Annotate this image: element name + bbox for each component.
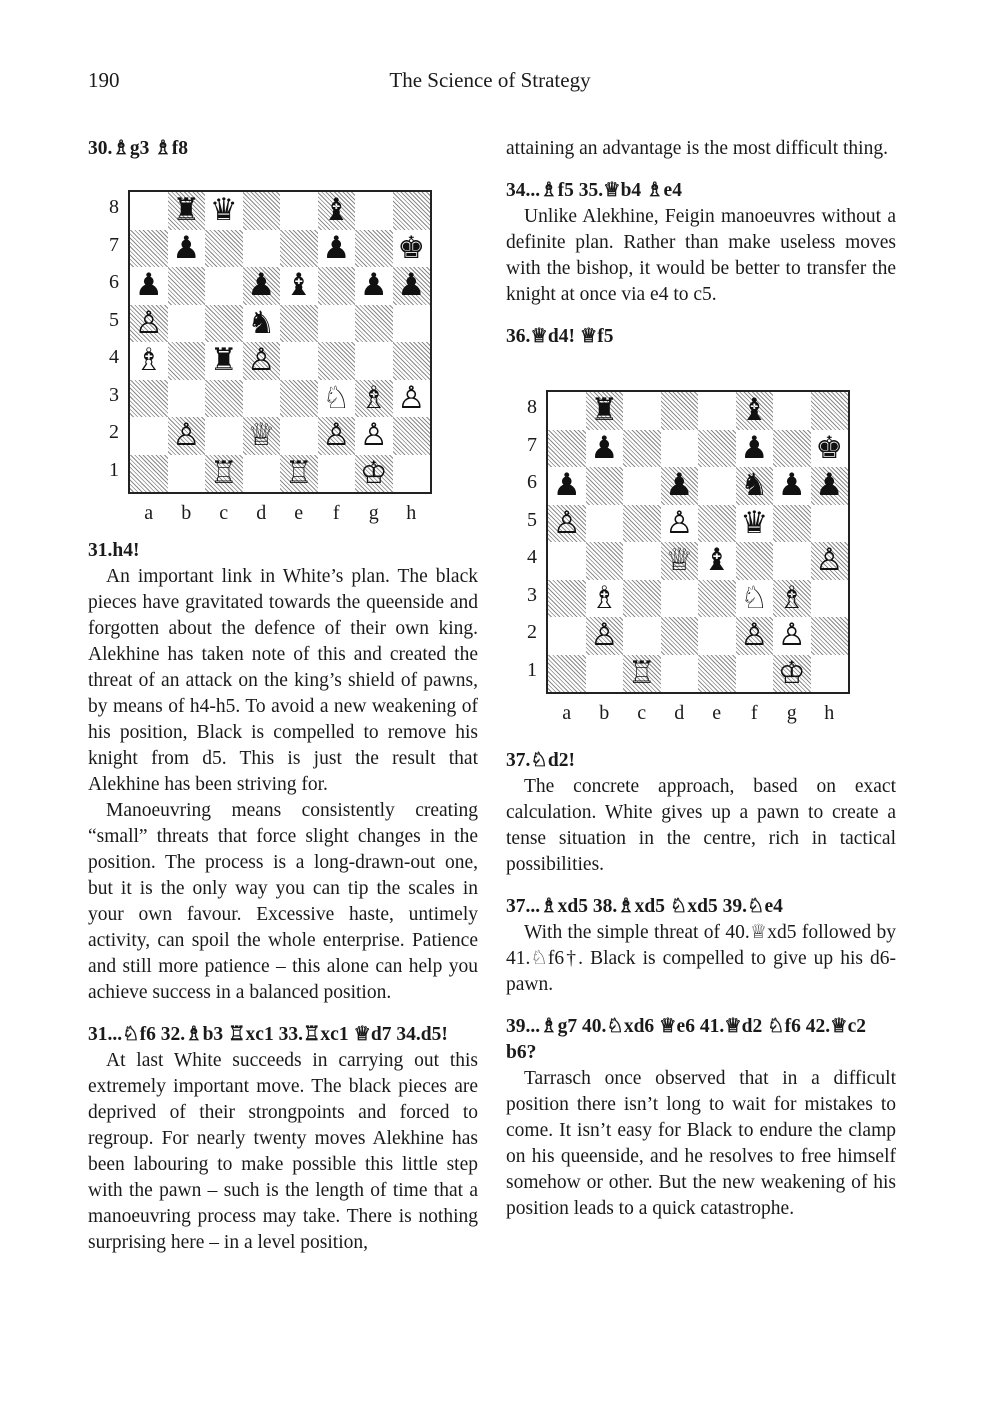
square-a2 [130,417,168,455]
chess-piece-d4: ♙ [247,342,276,378]
square-h1 [811,655,849,693]
square-e3 [280,380,318,418]
square-h5 [393,305,431,343]
square-h5 [811,505,849,543]
square-f1 [736,655,774,693]
square-b5 [586,505,624,543]
square-a3 [548,580,586,618]
move-heading: 39...♗g7 40.♘xd6 ♕e6 41.♕d2 ♘f6 42.♕c2 b6? [506,1016,867,1063]
square-e8 [698,392,736,430]
square-g4 [355,342,393,380]
square-g5 [355,305,393,343]
chess-piece-a4: ♗ [134,342,163,378]
chess-piece-d6: ♟ [247,267,276,303]
rank-label: 6 [527,471,537,493]
file-label: e [294,502,304,524]
paragraph: The concrete approach, based on exact calculation. White gives up a pawn to create a tense situation in the centre, rich in tactical possibilities. [506,776,896,875]
chess-piece-e6: ♝ [284,267,313,303]
chess-piece-d2: ♕ [247,417,276,453]
move-heading: 37.♘d2! [506,750,575,771]
chess-piece-h6: ♟ [397,267,426,303]
square-e3 [698,580,736,618]
rank-label: 5 [109,308,119,331]
square-c7 [623,430,661,468]
file-label: h [406,502,417,524]
chess-piece-c1: ♖ [209,454,238,491]
rank-label: 3 [109,383,119,406]
square-a1 [130,455,168,493]
square-d7 [661,430,699,468]
square-e8 [280,192,318,230]
square-b1 [168,455,206,493]
file-label: e [712,702,722,724]
square-e2 [698,617,736,655]
chess-piece-h6: ♟ [815,467,844,503]
square-e6 [698,467,736,505]
chess-piece-b2: ♙ [172,417,201,453]
chess-piece-f7: ♟ [322,229,351,266]
square-c7 [205,230,243,268]
chess-diagram-2 [506,350,896,748]
square-c8 [623,392,661,430]
file-label: d [674,702,685,724]
chess-piece-c4: ♜ [209,342,238,378]
square-f4 [318,342,356,380]
chess-piece-g2: ♙ [359,417,388,453]
chess-piece-b7: ♟ [172,229,201,266]
move-heading: 30.♗g3 ♗f8 [88,138,188,159]
chess-piece-b8: ♜ [172,192,201,228]
chess-piece-f6: ♞ [740,467,769,503]
rank-label: 6 [109,271,119,293]
square-g7 [773,430,811,468]
chess-piece-h3: ♙ [397,379,426,416]
square-a4 [548,542,586,580]
chess-piece-d6: ♟ [665,467,694,503]
chess-diagram-1 [88,162,478,538]
square-g8 [355,192,393,230]
rank-label: 4 [109,346,119,368]
chess-piece-d5: ♞ [247,304,276,341]
chess-piece-a6: ♟ [134,267,163,303]
rank-label: 8 [109,196,119,218]
chess-piece-f3: ♘ [322,379,351,416]
square-g5 [773,505,811,543]
file-label: f [750,702,758,724]
square-a1 [548,655,586,693]
chess-piece-c8: ♛ [209,192,238,228]
square-e1 [698,655,736,693]
chess-piece-g1: ♔ [359,454,388,491]
chess-piece-f7: ♟ [740,429,769,466]
square-b6 [586,467,624,505]
square-a8 [130,192,168,230]
paragraph: attaining an advantage is the most difficult thing. [506,138,888,159]
chess-piece-f3: ♘ [740,579,769,616]
file-label: b [181,502,192,524]
square-b4 [586,542,624,580]
chess-piece-e1: ♖ [284,454,313,491]
running-title: The Science of Strategy [389,68,591,92]
rank-label: 3 [527,583,537,606]
file-label: g [786,702,797,724]
chess-piece-a5: ♙ [552,504,581,541]
paragraph: Manoeuvring means consistently creating “small” threats that force slight changes in the position. The process is a long-drawn-out one, but it is the only way you can tip the scales in your own favour. Excessive haste, untimely activity, can spoil the whole enterprise. Patience and still more patience – this alone can help you achieve success in a balanced position. [88,800,478,1003]
square-b6 [168,267,206,305]
move-heading: 31...♘f6 32.♗b3 ♖xc1 33.♖xc1 ♕d7 34.d5! [88,1024,448,1045]
page-header [0,68,1000,98]
square-d2 [661,617,699,655]
square-c6 [205,267,243,305]
chess-piece-a6: ♟ [552,467,581,503]
square-e5 [280,305,318,343]
square-e7 [698,430,736,468]
square-e7 [280,230,318,268]
square-h3 [811,580,849,618]
square-g4 [773,542,811,580]
square-d1 [243,455,281,493]
square-a2 [548,617,586,655]
file-label: f [332,502,340,524]
rank-label: 5 [527,508,537,531]
chess-piece-g3: ♗ [777,579,806,616]
file-label: c [219,502,229,524]
chess-piece-d4: ♕ [665,542,694,578]
chess-piece-b7: ♟ [590,429,619,466]
rank-label: 7 [527,433,537,456]
square-h8 [393,192,431,230]
chess-piece-h4: ♙ [815,542,844,578]
move-heading: 31.h4! [88,540,140,561]
chess-piece-b8: ♜ [590,392,619,428]
square-c3 [205,380,243,418]
square-f6 [318,267,356,305]
chess-piece-f8: ♝ [322,192,351,228]
file-label: c [637,702,647,724]
square-a7 [130,230,168,268]
square-d8 [661,392,699,430]
chess-piece-b3: ♗ [590,579,619,616]
chess-piece-g6: ♟ [359,267,388,303]
chess-piece-f8: ♝ [740,392,769,428]
chess-piece-d5: ♙ [665,504,694,541]
chessboard [546,390,850,694]
chessboard [128,190,432,494]
square-e4 [280,342,318,380]
paragraph: An important link in White’s plan. The black pieces have gravitated towards the queenside and forgotten about the defence of their own king. Alekhine has taken note of this and created the threat of an attack on the king’s shield of pawns, by means of h4-h5. To avoid a new weakening of his position, Black is compelled to remove his knight from d5. This is just the result that Alekhine has been striving for. [88,566,478,795]
chess-piece-h7: ♚ [815,429,844,466]
rank-label: 1 [109,458,119,481]
chess-piece-g2: ♙ [777,617,806,653]
chess-piece-b2: ♙ [590,617,619,653]
square-f1 [318,455,356,493]
square-a7 [548,430,586,468]
square-c2 [623,617,661,655]
chess-piece-f2: ♙ [322,417,351,453]
chess-piece-a5: ♙ [134,304,163,341]
square-b1 [586,655,624,693]
square-a3 [130,380,168,418]
square-g7 [355,230,393,268]
square-e2 [280,417,318,455]
file-label: b [599,702,610,724]
square-d1 [661,655,699,693]
square-e5 [698,505,736,543]
left-column [88,136,478,1256]
chess-piece-g6: ♟ [777,467,806,503]
square-c4 [623,542,661,580]
file-label: a [562,702,572,724]
file-label: h [824,702,835,724]
file-label: a [144,502,154,524]
square-h2 [811,617,849,655]
chess-piece-g3: ♗ [359,379,388,416]
chess-piece-g1: ♔ [777,654,806,691]
rank-label: 2 [527,621,537,643]
square-b4 [168,342,206,380]
rank-label: 4 [527,546,537,568]
rank-label: 1 [527,658,537,681]
rank-label: 8 [527,396,537,418]
square-h2 [393,417,431,455]
square-c5 [623,505,661,543]
square-c3 [623,580,661,618]
paragraph: Tarrasch once observed that in a difficult position there isn’t long to wait for mistakes to come. It isn’t easy for Black to endure the clamp on his queenside, and he resolves to free himself somehow or other. But the new weakening of his position leads to a quick catastrophe. [506,1068,896,1219]
square-g8 [773,392,811,430]
square-f5 [318,305,356,343]
move-heading: 34...♗f5 35.♕b4 ♗e4 [506,180,682,201]
chess-piece-e4: ♝ [702,542,731,578]
square-c6 [623,467,661,505]
chess-piece-f5: ♛ [740,504,769,541]
paragraph: With the simple threat of 40.♕xd5 followed by 41.♘f6†. Black is compelled to give up his d6-pawn. [506,922,896,995]
square-d3 [243,380,281,418]
square-h1 [393,455,431,493]
right-column [506,136,896,1222]
square-h8 [811,392,849,430]
move-heading: 37...♗xd5 38.♗xd5 ♘xd5 39.♘e4 [506,896,783,917]
move-heading: 36.♕d4! ♕f5 [506,326,614,347]
chess-piece-c1: ♖ [627,654,656,691]
square-d3 [661,580,699,618]
square-d7 [243,230,281,268]
square-f4 [736,542,774,580]
rank-label: 2 [109,421,119,443]
square-c2 [205,417,243,455]
square-b3 [168,380,206,418]
square-b5 [168,305,206,343]
file-label: d [256,502,267,524]
square-a8 [548,392,586,430]
square-c5 [205,305,243,343]
chess-piece-h7: ♚ [397,229,426,266]
file-label: g [368,502,379,524]
paragraph: Unlike Alekhine, Feigin manoeuvres without a definite plan. Rather than make useless moves with the bishop, it would be better to transfer the knight at once via e4 to c5. [506,206,896,305]
square-d8 [243,192,281,230]
chess-piece-f2: ♙ [740,617,769,653]
rank-label: 7 [109,233,119,256]
square-h4 [393,342,431,380]
paragraph: At last White succeeds in carrying out this extremely important move. The black pieces are deprived of their strongpoints and forced to regroup. For nearly twenty moves Alekhine has been labouring to make possible this little step with the pawn – such is the length of time that a manoeuvring process may take. There is nothing surprising here – in a level position, [88,1050,478,1253]
page-number: 190 [88,68,120,92]
